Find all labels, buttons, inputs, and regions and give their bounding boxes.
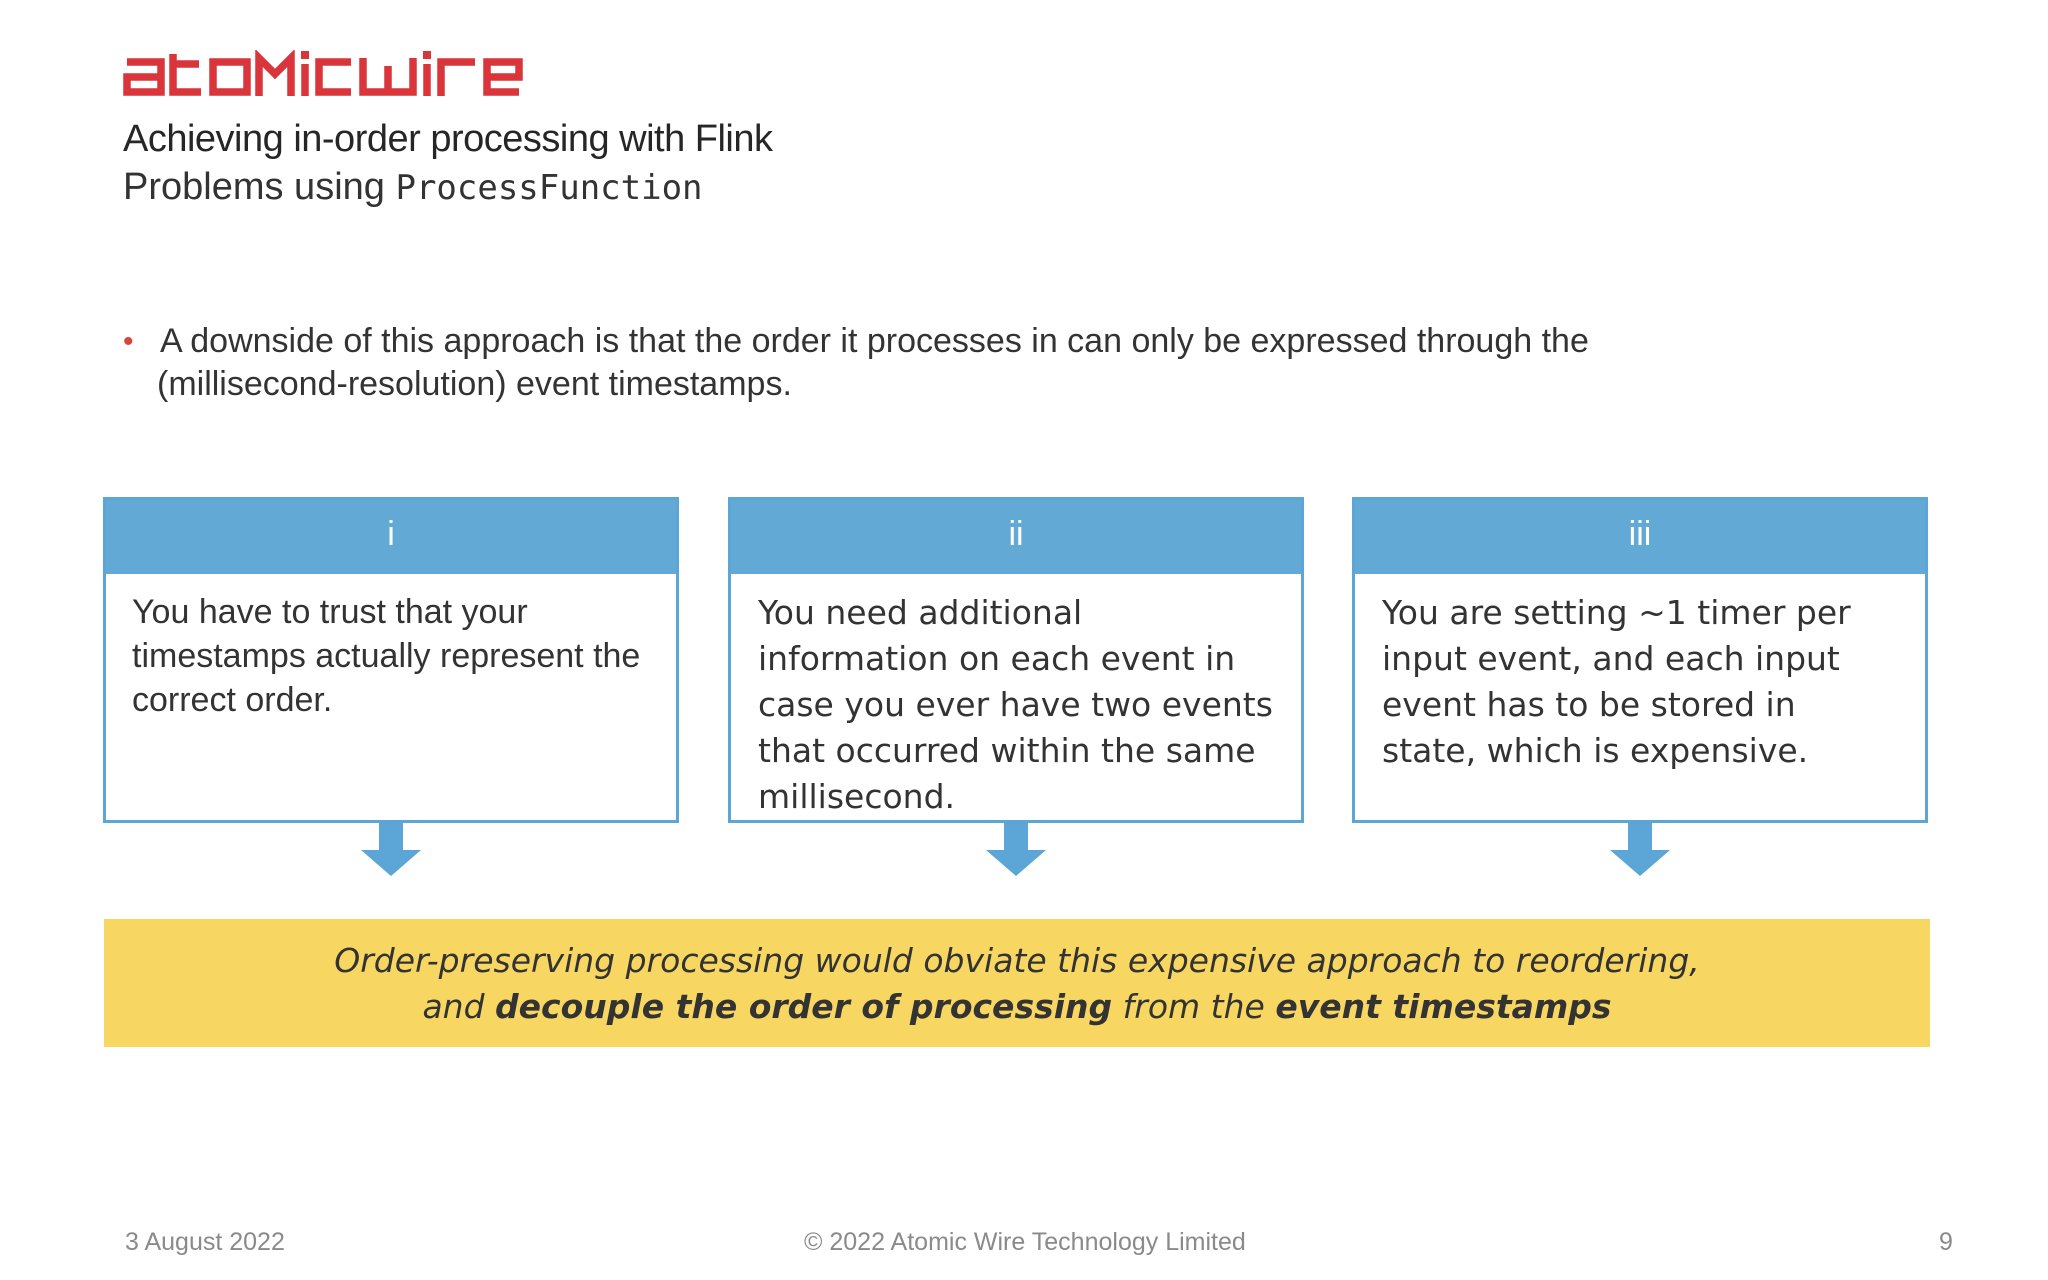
banner-line-1: Order-preserving processing would obviate this expensive approach to reordering, <box>334 941 1700 980</box>
card-ii-header: ii <box>731 500 1301 574</box>
atomicwire-logo <box>121 50 551 98</box>
subtitle-code: ProcessFunction <box>395 168 703 208</box>
bullet-line-2: (millisecond-resolution) event timestamps. <box>157 365 792 403</box>
bullet-point <box>123 320 1763 406</box>
bullet-dot-icon: • <box>123 325 134 358</box>
card-iii <box>1352 497 1928 823</box>
slide-subtitle <box>123 166 703 209</box>
banner-emphasis: decouple the order of processing <box>495 987 1113 1026</box>
card-i-header: i <box>106 500 676 574</box>
subtitle-prefix: Problems using <box>123 166 385 208</box>
card-iii-header: iii <box>1355 500 1925 574</box>
card-iii-text: You are setting ~1 timer per input event, and each input event has to be stored in state, which is expensive. <box>1382 593 1851 770</box>
card-ii <box>728 497 1304 823</box>
card-ii-text: You need additional information on each event in case you ever have two events that occurred within the same millisecond. <box>758 593 1273 816</box>
down-arrow-icon <box>361 822 421 876</box>
down-arrow-icon <box>986 822 1046 876</box>
card-i <box>103 497 679 823</box>
banner-emphasis: event timestamps <box>1275 987 1612 1026</box>
banner-line-2 <box>104 984 1930 1030</box>
banner-text: and <box>422 987 485 1026</box>
card-i-text: You have to trust that your timestamps actually represent the correct order. <box>132 593 641 719</box>
down-arrow-icon <box>1610 822 1670 876</box>
footer-page-number: 9 <box>1939 1228 1953 1256</box>
banner-text: from the <box>1122 987 1265 1026</box>
bullet-line-1: A downside of this approach is that the order it processes in can only be expressed through the <box>160 322 1589 360</box>
conclusion-banner <box>104 919 1930 1047</box>
footer-copyright: © 2022 Atomic Wire Technology Limited <box>804 1228 1246 1256</box>
slide-title: Achieving in-order processing with Flink <box>123 118 773 160</box>
footer-date: 3 August 2022 <box>125 1228 285 1256</box>
